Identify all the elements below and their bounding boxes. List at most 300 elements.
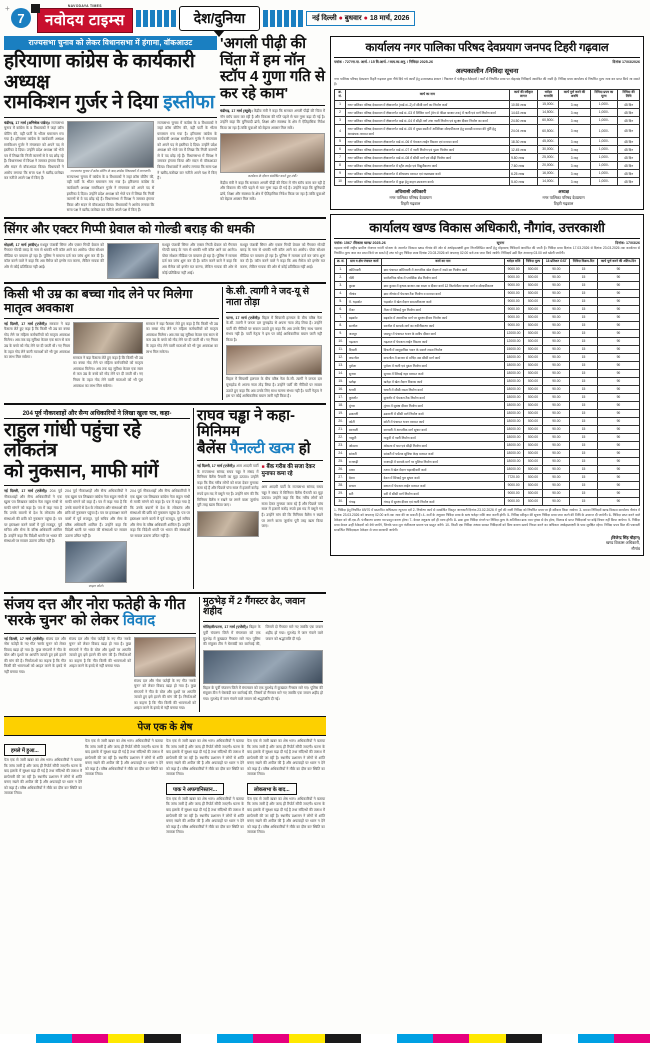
table-cell: 15 — [570, 449, 598, 457]
table-cell: 90.00 — [543, 393, 570, 401]
notice-1-col-4: कार्य पूर्ण करने की अवधि — [559, 89, 590, 100]
second-byline: चंडीगढ़, 17 मार्च (ब्यूरो)। — [220, 109, 253, 113]
divider — [4, 633, 196, 634]
table-cell: 90.00 — [543, 441, 570, 449]
dateline-date: 18 मार्च, 2026 — [369, 14, 410, 22]
notice-1-sign-left-org: नगर पालिका परिषद देवप्रयाग — [389, 194, 432, 200]
table-cell: 15 — [570, 289, 598, 297]
singer-col-4 — [240, 243, 325, 279]
jump-subhead-1: हमले में हुआ... — [4, 744, 46, 756]
rahul-byline: नई दिल्ली, 17 मार्च (एजेंसी)। — [4, 489, 48, 494]
table-row — [335, 289, 640, 297]
table-cell: 3 — [335, 116, 346, 124]
notice-1-col-2: कार्य की स्वीकृत लागत — [509, 89, 538, 100]
table-cell: मै. भड़कोट — [347, 297, 382, 305]
table-cell: 4. — [335, 289, 347, 297]
notice-1-table — [334, 89, 640, 186]
table-cell: 3 माह — [559, 116, 590, 124]
table-cell: 15 — [570, 497, 598, 505]
table-cell: कफनौल में बाजार से मन्दिर तक सीसी मार्ग कार्य — [382, 353, 504, 361]
table-cell: बनाल — [347, 481, 382, 489]
table-cell: 90 — [597, 281, 639, 289]
jump-body-3b: पेज एक से जारी खबर का शेष भाग। अधिकारियों ने बताया कि जांच जारी है और जल्द ही रिपोर्ट सौंपी जाएगी। घटना के बाद इलाके में सुरक्षा बढ़ा दी गई है तथा संदिग्धों की तलाश में छापेमारी की जा रही है। स्थानीय प्रशासन ने लोगों से शांति बनाए रखने की अपील की है और अफवाहों पर ध्यान न देने को कहा है। वरिष्ठ अधिकारियों ने मौके का दौरा कर स्थिति का जायजा लिया। — [166, 796, 244, 835]
raghav-bullet-head: ■ बैंक गरीब की सजा देकर मुनाफा कमा रहे — [262, 464, 324, 478]
table-cell: 15000.00 — [504, 345, 523, 353]
crop-mark-icon: + — [5, 4, 10, 13]
notice-2-col-6: निविदा विक्रय-दिन — [570, 259, 598, 266]
table-cell: देवरा — [347, 473, 382, 481]
table-cell: 25. — [335, 457, 347, 465]
table-cell: 14.63 लाख — [509, 108, 538, 116]
table-cell: ठाणा में खेल मैदान चहारदीवारी कार्य — [382, 465, 504, 473]
table-row — [335, 409, 640, 417]
singer-body-3: मशहूर पंजाबी सिंगर और एक्टर गिप्पी ग्रेवाल को गैंगस्टर गोल्डी बराड़ के नाम से धमकी भरी कॉल आने का आरोप। पोस्ट सोशल मीडिया पर वायरल हो रहा है। पुलिस ने मामला दर्ज कर जांच शुरू कर दी है। कॉल करने वाले ने कहा कि अब मैसेज को इग्नोर मत करना, लेकिन गायक की ओर से कोई प्रतिक्रिया नहीं आई। — [240, 242, 325, 270]
table-cell: नगर पालिका परिषद देवप्रयाग क्षेत्रान्तर्गत वार्ड सं.-06 में पेयजल लाईन विस्तार एवं मरम्मत कार्य — [346, 137, 509, 145]
table-cell: 12000.00 — [504, 337, 523, 345]
table-row — [335, 169, 640, 177]
table-cell: 29. — [335, 489, 347, 497]
table-cell: 10.55 लाख — [509, 100, 538, 108]
table-cell: 45 दिन — [618, 108, 640, 116]
raghav-headline-line1: राघव चड्ढा ने कहा-मिनिमम — [197, 406, 295, 441]
table-cell: 90.00 — [543, 337, 570, 345]
table-cell: 6.25 लाख — [509, 169, 538, 177]
table-cell: 15 — [570, 401, 598, 409]
table-cell: 500.00 — [523, 345, 543, 353]
table-cell: गंगाड़ — [347, 497, 382, 505]
second-article — [220, 36, 325, 214]
table-cell: 90.00 — [543, 377, 570, 385]
table-cell: 18000.00 — [504, 369, 523, 377]
table-cell: 15 — [570, 385, 598, 393]
table-row — [335, 305, 640, 313]
notice-1-sign-right-place: टिहरी गढ़वाल — [553, 200, 574, 206]
table-row — [335, 473, 640, 481]
notice-2-terms: 1- निविदा हेतु निर्धारित 69/70 में प्रस्तावित अधिकतम न्यूनतम दरों 2- निर्धारण कार्य से सम्बन्धित विस्तृत जानकारी दिनांक 23.02.2026 में पूर्ण की जानी निविदा को निर्धारित प्रपत्र पर ही स्वीकार किया जायेगा। 3- समस्त निविदायें खण्ड विकास कार्यालय नौगांव में दिनांक 23.03.2026 को अपरान्ह 02.00 बजे तक जमा की जा सकती हैं। 4- शर्तों के अनुसार निविदा प्रपत्र के साथ धरोहर राशि जमा करनी होगी। 5- निविदा स्वीकृत की सूचना निविदा प्रपत्र जमा करने की तिथि के उपरान्त दी जायेगी। 6- निविदा प्राप्त करने वाले ठेकेदार को जी.एस.टी. पंजीकरण प्रमाण पत्र प्रस्तुत करना होगा। 7- केवल अनुबन्ध दरों ही मान्य होंगी। 8- डाक द्वारा निविदा मंगाने पर निविदा मूल्य के अतिरिक्त डाक व्यय पृथक से देय होगा, विलम्ब से प्राप्त निविदाओं पर कोई विचार नहीं किया जायेगा। 9- निविदा प्रपत्र केवल उन्हीं ठेकेदारों को बेचे जायेंगे, जिनके पास मूल पंजीकरण प्रमाण पत्र प्रस्तुत करेंगे। 10- किसी एक निविदा अथवा समस्त निविदाओं को बिना कारण बताये निरस्त करने का अधिकार अधोहस्ताक्षरी के पास सुरक्षित रहेगा। निविदा प्रपत्र बिल की पत्रावली सम्बन्धित निविदादाता ठेकेदार से जमा करवायी जायेगी। — [334, 507, 640, 532]
notices-pane — [330, 36, 644, 836]
table-cell: 7 — [335, 153, 346, 161]
table-cell: 9000.00 — [504, 281, 523, 289]
divider — [262, 481, 324, 482]
table-cell: 16. — [335, 385, 347, 393]
table-cell: कुथनौर में पेयजल टैंक निर्माण कार्य — [382, 393, 504, 401]
table-cell: 6. — [335, 305, 347, 313]
jump-col-2 — [85, 739, 163, 836]
table-cell: 3 माह — [559, 161, 590, 169]
notice-2-sign-title: खण्ड विकास अधिकारी, — [605, 540, 640, 546]
table-cell: 6 — [335, 145, 346, 153]
table-cell: 2. — [335, 273, 347, 281]
table-row — [335, 489, 640, 497]
sanjay-body-2: संजय दत्त और नोरा फतेही के नए गीत 'सरके चुनर' को लेकर विवाद खड़ा हो गया है। कुछ संगठनों ने गीत के बोल और दृश्यों पर आपत्ति जताते हुए इसे हटाने की मांग की है। निर्माताओं का कहना है कि गीत किसी की भावनाओं को आहत करने के इरादे से नहीं बनाया गया। — [69, 636, 131, 669]
table-cell: ठाणा — [347, 465, 382, 473]
table-cell: 15 — [570, 329, 598, 337]
encounter-headline: मुठभेड़ में 2 गैंगस्टर ढेर, जवान शहीद — [203, 595, 306, 618]
rahul-photo — [65, 541, 127, 583]
table-cell: कफनौल — [347, 353, 382, 361]
table-row — [335, 100, 640, 108]
table-cell: 90 — [597, 489, 639, 497]
table-cell: 500.00 — [523, 337, 543, 345]
singer-photo-wrap — [107, 243, 159, 279]
table-cell: 90.00 — [543, 273, 570, 281]
table-cell: 9.80 लाख — [509, 153, 538, 161]
table-cell: दिचली में सामुदायिक भवन के सामने रास्ता निर्माण — [382, 345, 504, 353]
table-cell: 500.00 — [523, 369, 543, 377]
raghav-headline-accent: पैनल्टी खत्म — [230, 439, 295, 457]
table-cell: 1,000/- — [590, 124, 618, 137]
table-cell: 1,000/- — [590, 108, 618, 116]
sanjay-headline-accent: विवाद — [122, 612, 156, 630]
table-cell: 90.00 — [543, 313, 570, 321]
table-cell: मैंजर — [347, 305, 382, 313]
table-cell: गढ़ताल — [347, 337, 382, 345]
table-cell: 9000.00 — [504, 289, 523, 297]
lead-headline-line1: हरियाणा कांग्रेस के कार्यकारी अध्यक्ष — [4, 51, 195, 93]
notice-2-col-3: धरोहर राशि — [504, 259, 523, 266]
table-row — [335, 297, 640, 305]
table-cell: 90.00 — [543, 361, 570, 369]
table-cell: 3. — [335, 281, 347, 289]
table-cell: 16,000/- — [538, 169, 559, 177]
table-cell: ग्राम नौगांव में पेयजल टैंक निर्माण व मरम्मत कार्य — [382, 289, 504, 297]
table-cell: 13. — [335, 361, 347, 369]
table-cell: 18000.00 — [504, 417, 523, 425]
divider — [226, 312, 322, 313]
table-cell: 15 — [570, 321, 598, 329]
table-cell: 15 — [570, 425, 598, 433]
table-row — [335, 329, 640, 337]
table-cell: नाकुरी — [347, 433, 382, 441]
rahul-body-3: 204 पूर्व नौकरशाहों और सैन्य अधिकारियों ने एक खुला पत्र लिखकर कांग्रेस नेता राहुल गांधी से माफी मांगने को कहा है। पत्र में कहा गया है कि उनके बयानों से देश के लोकतंत्र और संस्थाओं की छवि को नुकसान पहुंचा है। पत्र पर हस्ताक्षर करने वालों में पूर्व राजदूत, पूर्व सचिव और सेना के वरिष्ठ अधिकारी शामिल हैं। उन्होंने कहा कि विदेशी धरती पर भारत की संस्थाओं पर सवाल उठाना उचित नहीं है। — [130, 489, 190, 538]
notice-1-signatures — [334, 189, 640, 206]
table-cell: 8 — [335, 161, 346, 169]
sanjay-col-1 — [4, 637, 66, 712]
divider — [4, 239, 326, 240]
table-cell: 15 — [570, 481, 598, 489]
notice-1-col-5: निविदा प्रपत्र का मूल्य — [590, 89, 618, 100]
table-cell: 500.00 — [523, 489, 543, 497]
table-cell: ढकरानी — [347, 409, 382, 417]
table-row — [335, 393, 640, 401]
table-cell: 90 — [597, 481, 639, 489]
table-cell: 90 — [597, 265, 639, 273]
sanjay-photo — [134, 637, 196, 677]
table-cell: 20. — [335, 417, 347, 425]
table-row — [335, 449, 640, 457]
table-cell: 15 — [570, 409, 598, 417]
singer-col-3 — [162, 243, 237, 279]
dateline-dot-2: ● — [363, 14, 368, 22]
table-cell: 9000.00 — [504, 321, 523, 329]
jump-body-3a: पेज एक से जारी खबर का शेष भाग। अधिकारियों ने बताया कि जांच जारी है और जल्द ही रिपोर्ट सौंपी जाएगी। घटना के बाद इलाके में सुरक्षा बढ़ा दी गई है तथा संदिग्धों की तलाश में छापेमारी की जा रही है। स्थानीय प्रशासन ने लोगों से शांति बनाए रखने की अपील की है और अफवाहों पर ध्यान न देने को कहा है। वरिष्ठ अधिकारियों ने मौके का दौरा कर स्थिति का जायजा लिया। — [166, 738, 244, 777]
table-cell: बड़कोट — [347, 313, 382, 321]
table-cell: 9000.00 — [504, 297, 523, 305]
table-cell: 9000.00 — [504, 497, 523, 505]
table-cell: नगर पालिका परिषद देवप्रयाग में क्षेत्रान्तर्गत वार्ड सं.-05 में मुख्य बस्ती में अतिरिक्त सौन्दर्यीकरण हेतु सामग्री मरम्मत की पूर्ति हेतु आवश्यक मरम्मत कार्य — [346, 124, 509, 137]
lead-body-2: राज्यसभा चुनाव में कांग्रेस के 5 विधायकों ने जहां क्रॉस वोटिंग की, वहीं पार्टी के भीतर घमासान मच गया है। हरियाणा कांग्रेस के कार्यकारी अध्यक्ष रामकिशन गुर्जर ने मंगलवार को अपने पद से इस्तीफा दे दिया। उन्होंने प्रदेश अध्यक्ष को भेजे पत्र में लिखा कि निजी कारणों से वे पद छोड़ रहे हैं। विधानसभा में विपक्ष ने जमकर हंगामा किया और सदन से वॉकआउट किया। विधायकों ने आरोप लगाया कि सत्ता पक्ष ने खरीद-फरोख्त कर नतीजे अपने पक्ष में किए हैं। — [66, 174, 155, 213]
editorial-pane — [4, 36, 326, 836]
notice-1-sign-right — [487, 189, 640, 206]
table-cell: 500.00 — [523, 297, 543, 305]
table-cell: कोटियाली — [347, 265, 382, 273]
table-cell: 15 — [570, 273, 598, 281]
table-cell: 15 — [570, 305, 598, 313]
table-cell: 15 — [570, 297, 598, 305]
divider — [4, 117, 217, 118]
table-cell: मैंजर में सिंचाई गूल निर्माण कार्य — [382, 305, 504, 313]
sanjay-article — [4, 597, 196, 712]
adoption-body-2: सरकार ने बड़ा फैसला लेते हुए कहा है कि किसी भी उम्र का बच्चा गोद लेने पर महिला कर्मचारियों को मातृत्व अवकाश मिलेगा। अब तक यह सुविधा केवल एक साल से कम उम्र के बच्चे को गोद लेने पर दी जाती थी। नए नियम के तहत गोद लेने वाली माताओं को भी पूरा अवकाश का लाभ मिल सकेगा। — [73, 355, 143, 388]
lead-photo-caption: राज्यसभा चुनाव में क्रॉस वोटिंग के बाद कांग्रेस विधायकों में नाराजगी। — [70, 168, 151, 173]
table-row — [335, 281, 640, 289]
table-cell: 15 — [570, 361, 598, 369]
table-cell: 90 — [597, 289, 639, 297]
table-cell: 45 दिन — [618, 169, 640, 177]
lead-headline-accent: इस्तीफा — [163, 92, 215, 114]
second-body-top — [220, 109, 325, 131]
singer-col-1 — [4, 243, 104, 279]
table-row — [335, 137, 640, 145]
table-cell: सरी — [347, 489, 382, 497]
table-cell: 90.00 — [543, 265, 570, 273]
notice-1-sign-left-place: टिहरी गढ़वाल — [400, 200, 421, 206]
table-cell: 18000.00 — [504, 353, 523, 361]
notice-1-col-1: कार्य का नाम — [346, 89, 509, 100]
table-cell: 90 — [597, 313, 639, 321]
table-cell: 90.00 — [543, 409, 570, 417]
sanjay-text-1 — [4, 637, 66, 676]
table-cell: बरनाली — [347, 425, 382, 433]
table-cell: 500.00 — [523, 497, 543, 505]
table-cell: 18000.00 — [504, 385, 523, 393]
table-cell: 26. — [335, 465, 347, 473]
table-cell: 45 दिन — [618, 161, 640, 169]
table-cell: खनेड़ा — [347, 377, 382, 385]
table-row — [335, 353, 640, 361]
notice-1-col-6: निविदा की तिथि — [618, 89, 640, 100]
notice-1-sign-left — [334, 189, 487, 206]
table-cell: 90 — [597, 377, 639, 385]
decor-bars-right — [263, 10, 303, 27]
table-cell: 90 — [597, 409, 639, 417]
table-cell: 500.00 — [523, 425, 543, 433]
table-cell: 90 — [597, 297, 639, 305]
table-cell: 15 — [570, 265, 598, 273]
table-cell: ओसला — [347, 441, 382, 449]
table-cell: 15,000/- — [538, 100, 559, 108]
divider — [4, 282, 326, 284]
encounter-body: बिहार के पूर्वी चंपारण जिले में मंगलवार को एक मुठभेड़ में कुख्यात गैंगस्टर मारे गए। पुलिस की संयुक्त टीम ने घेराबंदी कर कार्रवाई की, जिसमें दो गैंगस्टर मारे गए जबकि एक जवान शहीद हो गया। मुठभेड़ में जान गंवाने वाले जवान को श्रद्धांजलि दी गई। — [203, 625, 323, 647]
table-cell: 24.50 लाख — [509, 116, 538, 124]
table-cell: पौंटी — [347, 273, 382, 281]
table-cell: 9000.00 — [504, 313, 523, 321]
table-row — [335, 385, 640, 393]
rahul-col-1 — [4, 489, 62, 588]
rahul-headline-line2: को नुकसान, माफी मांगें — [4, 460, 159, 482]
adoption-body-3: सरकार ने बड़ा फैसला लेते हुए कहा है कि किसी भी उम्र का बच्चा गोद लेने पर महिला कर्मचारियों को मातृत्व अवकाश मिलेगा। अब तक यह सुविधा केवल एक साल से कम उम्र के बच्चे को गोद लेने पर दी जाती थी। नए नियम के तहत गोद लेने वाली माताओं को भी पूरा अवकाश का लाभ मिल सकेगा। — [146, 321, 218, 354]
table-cell: 12.45 लाख — [509, 145, 538, 153]
lead-col-1 — [4, 121, 64, 214]
table-cell: 90.00 — [543, 345, 570, 353]
table-cell: 45 दिन — [618, 177, 640, 185]
adoption-photo — [73, 322, 143, 354]
table-cell: 14. — [335, 369, 347, 377]
notice-1-title: कार्यालय नगर पालिका परिषद देवप्रयाग जनपद टिहरी गढ़वाल — [334, 40, 640, 58]
table-cell: राजगढ़ी — [347, 457, 382, 465]
table-cell: 3 माह — [559, 124, 590, 137]
table-cell: 500.00 — [523, 305, 543, 313]
table-row — [335, 481, 640, 489]
adoption-col-3 — [146, 322, 218, 389]
notice-2-signature — [334, 535, 640, 552]
table-cell: 25,000/- — [538, 153, 559, 161]
rahul-col-3 — [130, 489, 190, 588]
table-cell: 1,000/- — [590, 100, 618, 108]
table-cell: 15 — [570, 457, 598, 465]
table-cell: 15 — [570, 353, 598, 361]
table-cell: 90 — [597, 433, 639, 441]
table-cell: 15. — [335, 377, 347, 385]
raghav-body-2: आम आदमी पार्टी के राज्यसभा सांसद राघव चड्ढा ने संसद में मिनिमम बैलेंस पैनल्टी का मुद्दा उठाया। उन्होंने कहा कि बैंक गरीब लोगों को सजा देकर मुनाफा कमा रहे हैं और पिछले पांच साल में हजारों करोड़ रुपये इस मद में वसूले गए हैं। उन्होंने मांग की कि मिनिमम बैलेंस न रखने पर लगने वाला जुर्माना पूरी तरह खत्म किया जाए। — [261, 485, 323, 529]
table-cell: 20,000/- — [538, 161, 559, 169]
rahul-body-row — [4, 489, 190, 588]
top-stories-row — [4, 36, 326, 214]
table-cell: 90.00 — [543, 401, 570, 409]
rahul-photo-wrap — [65, 489, 127, 588]
table-cell: गढ़ताल में पेयजल लाईन विस्तार कार्य — [382, 337, 504, 345]
table-cell: 9. — [335, 329, 347, 337]
table-cell: 15 — [570, 473, 598, 481]
table-cell: 15 — [570, 393, 598, 401]
table-cell: 18000.00 — [504, 377, 523, 385]
encounter-body-2: बिहार के पूर्वी चंपारण जिले में मंगलवार को एक मुठभेड़ में कुख्यात गैंगस्टर मारे गए। पुलिस की संयुक्त टीम ने घेराबंदी कर कार्रवाई की, जिसमें दो गैंगस्टर मारे गए जबकि एक जवान शहीद हो गया। मुठभेड़ में जान गंवाने वाले जवान को श्रद्धांजलि दी गई। — [203, 685, 323, 701]
table-cell: 18000.00 — [504, 465, 523, 473]
kc-text — [226, 316, 322, 344]
logo-name: नवोदय टाइम्स — [37, 8, 133, 33]
notice-2-col-2: कार्य का नाम — [382, 259, 504, 266]
table-cell: 45 दिन — [618, 100, 640, 108]
table-cell: 90.00 — [543, 497, 570, 505]
kc-headline: के.सी. त्यागी ने जद-यू से नाता तोड़ा — [226, 285, 310, 308]
table-cell: राजगढ़ी में सम्पर्क मार्ग पर पुलिया निर्माण कार्य — [382, 457, 504, 465]
table-cell: 90 — [597, 385, 639, 393]
jump-col-3 — [166, 739, 244, 836]
divider — [4, 403, 326, 405]
lead-article — [4, 36, 217, 214]
notice-1-subtitle: अल्पकालीन /निविदा सूचना — [455, 68, 519, 75]
table-cell: 500.00 — [523, 321, 543, 329]
page-number: 7 — [11, 8, 31, 28]
table-cell: गंगाड़ में सुरक्षा दीवार एवं नाली निर्माण कार्य — [382, 497, 504, 505]
table-cell: 90 — [597, 449, 639, 457]
lead-byline: चंडीगढ़, 17 मार्च (अभिषेक पांडेय)। — [4, 120, 51, 125]
table-cell: कुम्बा — [347, 281, 382, 289]
table-cell: 90 — [597, 353, 639, 361]
section-tab: देश/दुनिया — [179, 6, 260, 31]
divider — [4, 592, 326, 594]
table-cell: ग्राम पंचायत कोटियाली में आन्तरिक खेल मैदान में रास्ते का निर्माण कार्य — [382, 265, 504, 273]
table-cell: ढकरानी में सीसी मार्ग निर्माण कार्य — [382, 409, 504, 417]
table-cell: 15 — [570, 281, 598, 289]
table-cell: पुरोला — [347, 361, 382, 369]
table-row — [335, 145, 640, 153]
table-cell: 90 — [597, 393, 639, 401]
singer-body-row — [4, 243, 326, 279]
kc-photo — [226, 345, 322, 375]
table-cell: नौगांव — [347, 289, 382, 297]
table-cell: सार्वजनिक चौक में प्लास्टिक शेड निर्माण कार्य — [382, 273, 504, 281]
table-cell: 45 दिन — [618, 153, 640, 161]
table-cell: 15 — [570, 369, 598, 377]
raghav-body-1: आम आदमी पार्टी के राज्यसभा सांसद राघव चड्ढा ने संसद में मिनिमम बैलेंस पैनल्टी का मुद्दा उठाया। उन्होंने कहा कि बैंक गरीब लोगों को सजा देकर मुनाफा कमा रहे हैं और पिछले पांच साल में हजारों करोड़ रुपये इस मद में वसूले गए हैं। उन्होंने मांग की कि मिनिमम बैलेंस न रखने पर लगने वाला जुर्माना पूरी तरह खत्म किया जाए। — [197, 464, 259, 508]
rahul-photo-caption: फाइल फोटो। — [88, 584, 104, 589]
raghav-col-2 — [262, 464, 324, 537]
table-cell: 500.00 — [523, 417, 543, 425]
table-cell: 9000.00 — [504, 273, 523, 281]
table-row — [335, 457, 640, 465]
table-row — [335, 441, 640, 449]
table-cell: 90 — [597, 441, 639, 449]
table-cell: 90.00 — [543, 449, 570, 457]
jump-body-1: पेज एक से जारी खबर का शेष भाग। अधिकारियों ने बताया कि जांच जारी है और जल्द ही रिपोर्ट सौंपी जाएगी। घटना के बाद इलाके में सुरक्षा बढ़ा दी गई है तथा संदिग्धों की तलाश में छापेमारी की जा रही है। स्थानीय प्रशासन ने लोगों से शांति बनाए रखने की अपील की है और अफवाहों पर ध्यान न देने को कहा है। वरिष्ठ अधिकारियों ने मौके का दौरा कर स्थिति का जायजा लिया। — [4, 757, 82, 796]
notice-1-intro: नगर पालिका परिषद देवप्रयाग टिहरी गढ़वाल द्वारा नीचे दिये गये कार्यों हेतु उत्तराखण्ड शासन / निबन्धन में पंजीकृत ठेकेदारों / फर्मों से निर्धारित प्रपत्र पर मोहरबंद निविदायें आमंत्रित की जाती हैं। निविदा प्रपत्र कार्यालय से निर्धारित मूल्य जमा कर प्राप्त किये जा सकते हैं। — [334, 77, 640, 86]
table-cell: कुथनौर — [347, 393, 382, 401]
table-cell: 3 माह — [559, 145, 590, 153]
table-cell: 3 माह — [559, 100, 590, 108]
table-cell: 60,500/- — [538, 116, 559, 124]
table-cell: 90.00 — [543, 457, 570, 465]
table-cell: 90 — [597, 425, 639, 433]
second-photo — [220, 133, 325, 173]
lead-body-3: राज्यसभा चुनाव में कांग्रेस के 5 विधायकों ने जहां क्रॉस वोटिंग की, वहीं पार्टी के भीतर घमासान मच गया है। हरियाणा कांग्रेस के कार्यकारी अध्यक्ष रामकिशन गुर्जर ने मंगलवार को अपने पद से इस्तीफा दे दिया। उन्होंने प्रदेश अध्यक्ष को भेजे पत्र में लिखा कि निजी कारणों से वे पद छोड़ रहे हैं। विधानसभा में विपक्ष ने जमकर हंगामा किया और सदन से वॉकआउट किया। विधायकों ने आरोप लगाया कि सत्ता पक्ष ने खरीद-फरोख्त कर नतीजे अपने पक्ष में किए हैं। — [157, 120, 218, 181]
table-cell: 500.00 — [523, 289, 543, 297]
table-row — [335, 345, 640, 353]
table-cell: 500.00 — [523, 433, 543, 441]
table-cell: 1,000/- — [590, 177, 618, 185]
table-cell: 90 — [597, 497, 639, 505]
table-cell: 90 — [597, 369, 639, 377]
table-cell: 500.00 — [523, 449, 543, 457]
table-cell: 14,000/- — [538, 177, 559, 185]
table-cell: 500.00 — [523, 457, 543, 465]
table-cell: दिचली — [347, 345, 382, 353]
rahul-raghav-row — [4, 408, 326, 589]
raghav-col-1 — [197, 464, 259, 537]
divider — [220, 105, 325, 106]
table-cell: 18000.00 — [504, 393, 523, 401]
lead-photo — [67, 121, 155, 168]
table-cell: नगर पालिका परिषद देवप्रयाग में क्षेत्रान्तर्गत (वार्ड सं.-2) में सीसी मार्ग का निर्माण कार्य — [346, 100, 509, 108]
notice-2-header-row — [335, 259, 640, 266]
table-cell: 30,000/- — [538, 145, 559, 153]
table-cell: 45 दिन — [618, 145, 640, 153]
table-cell: नगर पालिका परिषद देवप्रयाग क्षेत्रान्तर्गत वार्ड सं.-07 में नाली निर्माण एवं पुश्ता निर्माण कार्य — [346, 145, 509, 153]
table-cell: 500.00 — [523, 273, 543, 281]
notice-1-date: दिनांक 17/03/2026 — [612, 60, 640, 64]
singer-body-1: मशहूर पंजाबी सिंगर और एक्टर गिप्पी ग्रेवाल को गैंगस्टर गोल्डी बराड़ के नाम से धमकी भरी कॉल आने का आरोप। पोस्ट सोशल मीडिया पर वायरल हो रहा है। पुलिस ने मामला दर्ज कर जांच शुरू कर दी है। कॉल करने वाले ने कहा कि अब मैसेज को इग्नोर मत करना, लेकिन गायक की ओर से कोई प्रतिक्रिया नहीं आई। — [4, 242, 104, 270]
table-cell: सुनारा में सिंचाई नहर मरम्मत कार्य — [382, 369, 504, 377]
table-row — [335, 377, 640, 385]
notice-naugaon — [330, 214, 644, 556]
table-cell: 500.00 — [523, 401, 543, 409]
table-row — [335, 361, 640, 369]
table-cell: 24.04 लाख — [509, 124, 538, 137]
encounter-body-cols — [203, 625, 323, 647]
table-cell: 15 — [570, 345, 598, 353]
table-cell: नगर पालिका परिषद देवप्रयाग क्षेत्रान्तर्गत में शौचालय मरम्मत एवं रखरखाव कार्य — [346, 169, 509, 177]
raghav-byline: नई दिल्ली, 17 मार्च (एजेंसी)। — [197, 464, 236, 469]
